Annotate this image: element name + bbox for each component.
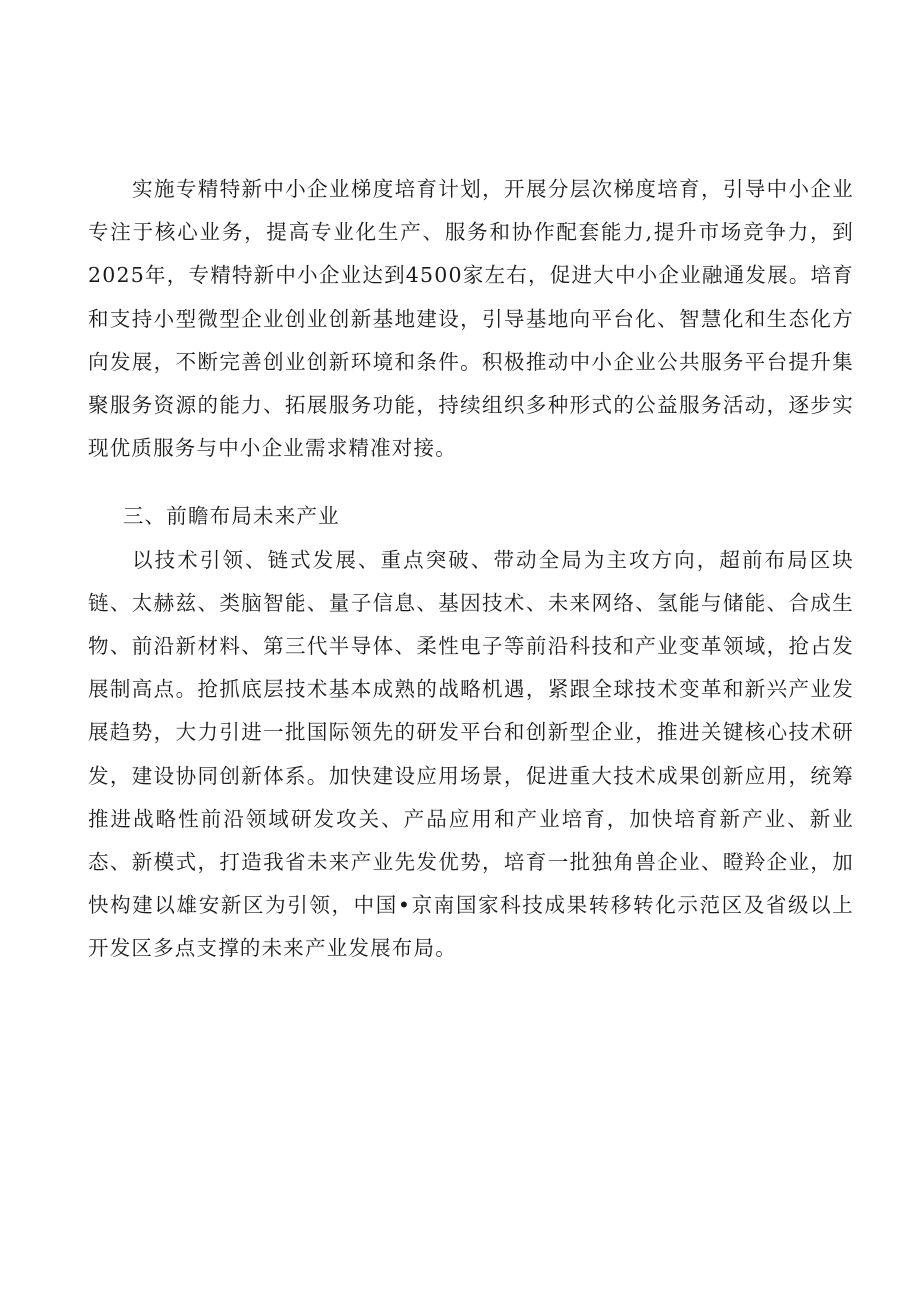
paragraph-smes: 实施专精特新中小企业梯度培育计划，开展分层次梯度培育，引导中小企业专注于核心业务，提高专业化生产、服务和协作配套能力,提升市场竞争力，到2025年，专精特新中小企业达到4500家左右，促进大中小企业融通发展。培育和支持小型微型企业创业创新基地建设，引导基地向平台化、智慧化和生态化方向发展，不断完善创业创新环境和条件。积极推动中小企业公共服务平台提升集聚服务资源的能力、拓展服务功能，持续组织多种形式的公益服务活动，逐步实现优质服务与中小企业需求精准对接。 [88,177,854,461]
paragraph-future-industries: 以技术引领、链式发展、重点突破、带动全局为主攻方向，超前布局区块链、太赫兹、类脑智能、量子信息、基因技术、未来网络、氢能与储能、合成生物、前沿新材料、第三代半导体、柔性电子等前沿科技和产业变革领域，抢占发展制高点。抢抓底层技术基本成熟的战略机遇，紧跟全球技术变革和新兴产业发展趋势，大力引进一批国际领先的研发平台和创新型企业，推进关键核心技术研发，建设协同创新体系。加快建设应用场景，促进重大技术成果创新应用，统筹推进战略性前沿领域研发攻关、产品应用和产业培育，加快培育新产业、新业态、新模式，打造我省未来产业先发优势，培育一批独角兽企业、瞪羚企业，加快构建以雄安新区为引领，中国•京南国家科技成果转移转化示范区及省级以上开发区多点支撑的未来产业发展布局。 [88,547,854,961]
section-heading-future-industries: 三、前瞻布局未来产业 [122,504,340,529]
document-body [88,168,854,971]
